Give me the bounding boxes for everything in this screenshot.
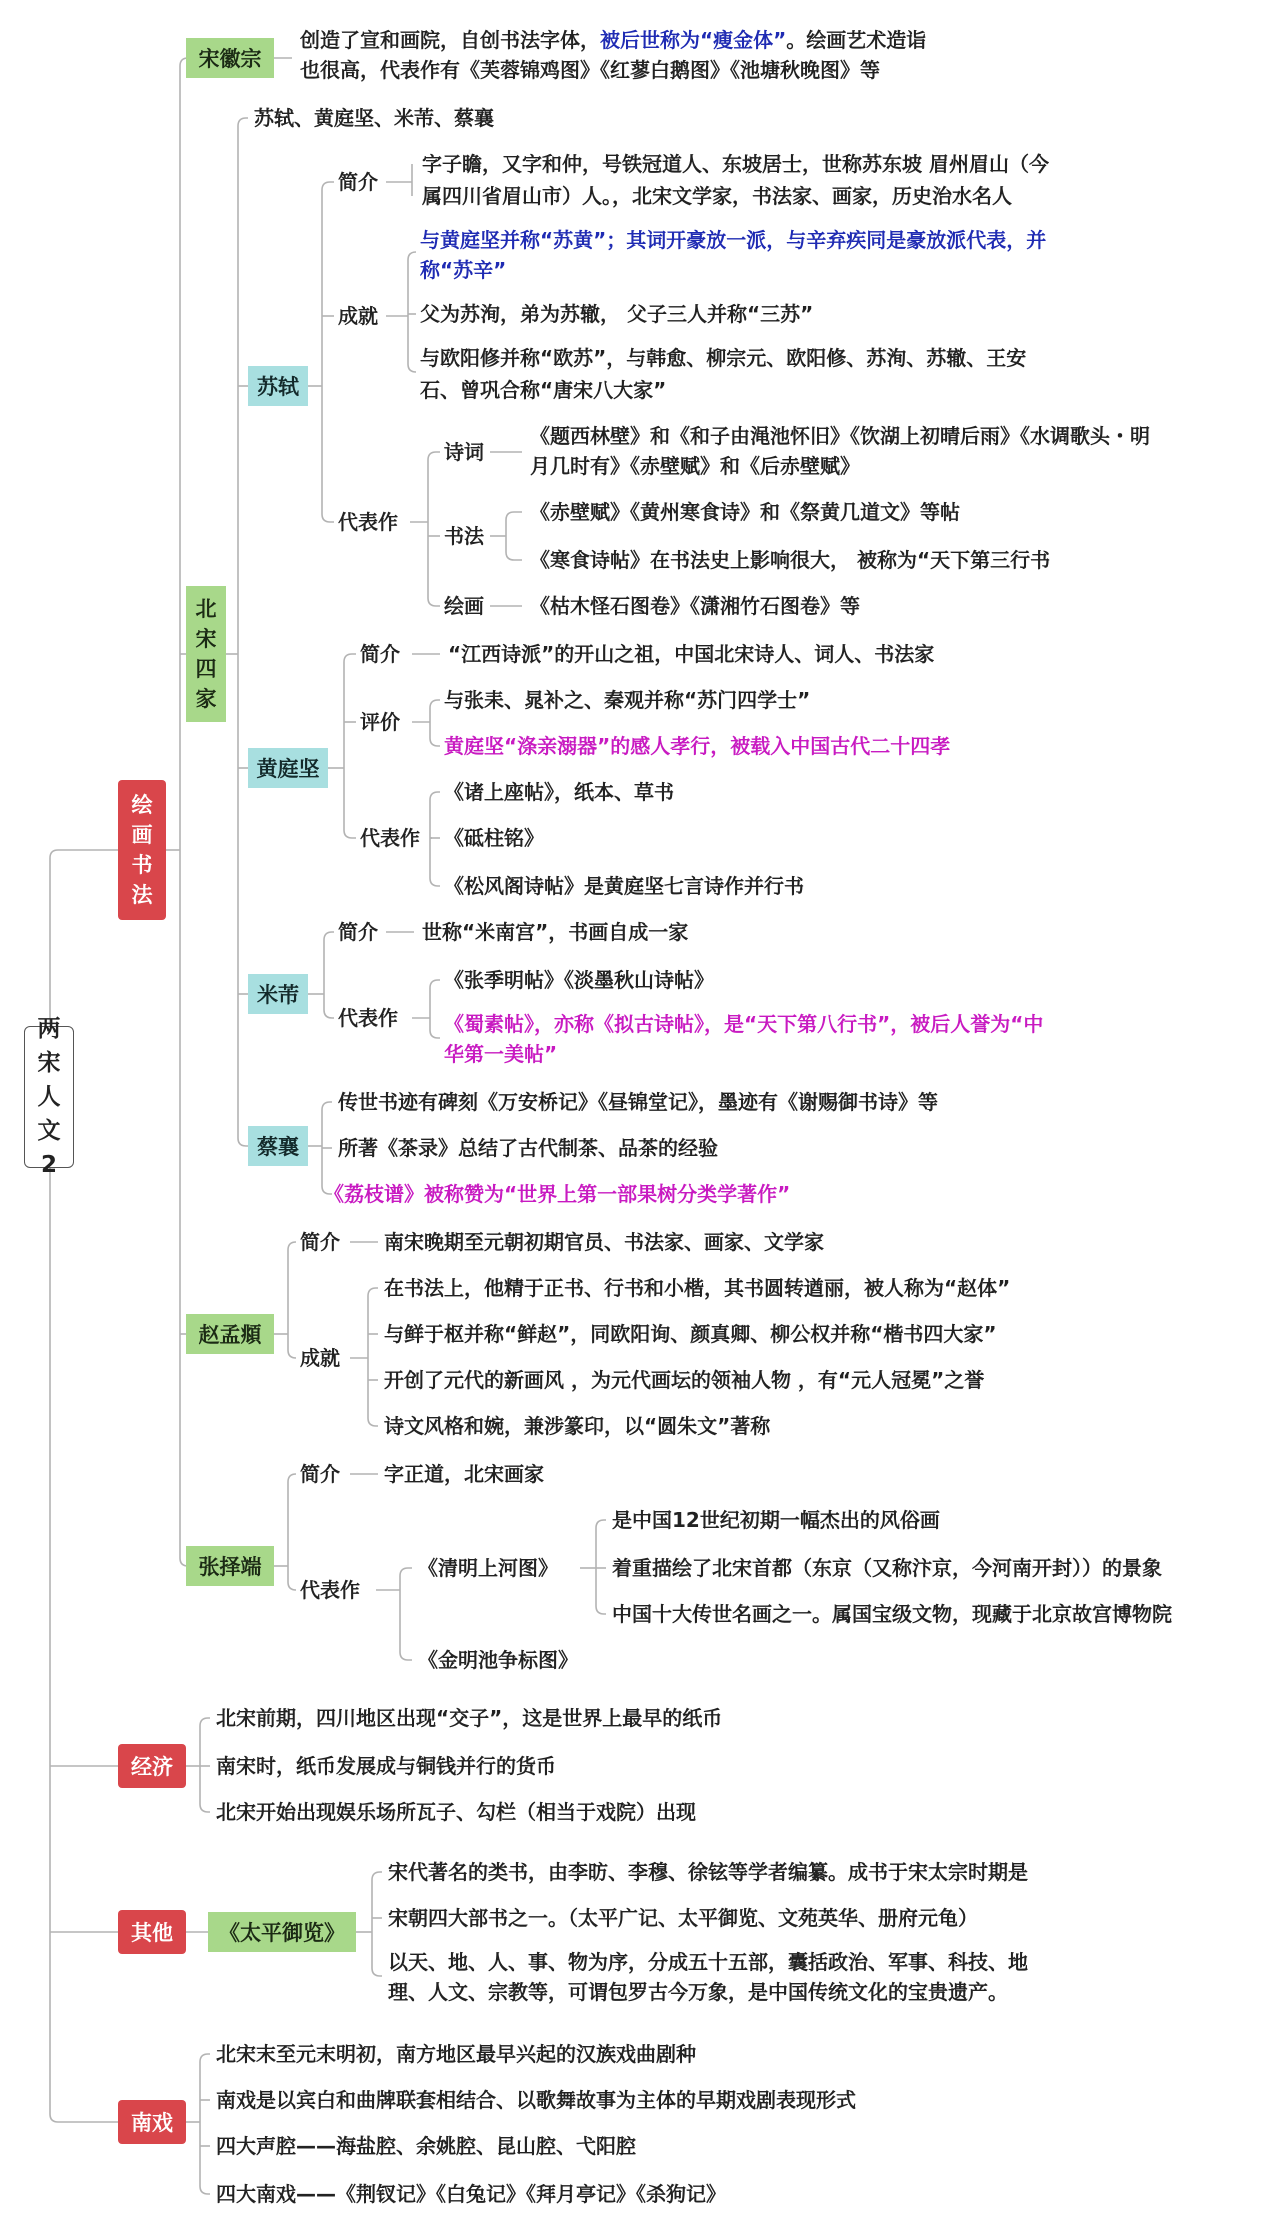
- node-huang-label: 黄庭坚: [256, 757, 320, 781]
- connector-line-61: [324, 1010, 334, 1018]
- node-beisong[interactable]: [186, 586, 226, 722]
- section-economy[interactable]: [118, 1744, 186, 1788]
- sushi-ach-1a: 与黄庭坚并称“苏黄”；其词开豪放一派，与辛弃疾同是豪放派代表，并: [420, 228, 1047, 252]
- section-art-label: 绘画书法: [131, 793, 153, 907]
- section-nanxi[interactable]: [118, 2100, 186, 2144]
- node-caixiang-label: 蔡襄: [257, 1135, 299, 1159]
- sushi-intro-label: 简介: [338, 170, 378, 194]
- node-taiping-label: 《太平御览》: [219, 1921, 345, 1945]
- connector-line-94: [596, 1520, 606, 1528]
- connector-line-113: [200, 2186, 210, 2194]
- connector-line-47: [344, 830, 356, 838]
- sushi-poem-2: 月几时有》《赤壁赋》和《后赤壁赋》: [530, 454, 860, 478]
- connector-line-105: [372, 1872, 382, 1880]
- sushi-paint-label: 绘画: [444, 594, 484, 618]
- sushi-ach-1b: 称“苏辛”: [420, 258, 507, 282]
- zhao-ach-1: 在书法上，他精于正书、行书和小楷，其书圆转遒丽，被人称为“赵体”: [384, 1276, 1011, 1300]
- nanxi-line-4: 四大南戏——《荆钗记》《白兔记》《拜月亭记》《杀狗记》: [216, 2182, 726, 2206]
- section-economy-label: 经济: [131, 1755, 173, 1779]
- zhao-intro-label: 简介: [300, 1230, 340, 1254]
- zhang-q-3: 中国十大传世名画之一。属国宝级文物，现藏于北京故宫博物院: [612, 1602, 1172, 1626]
- sushi-paint-1: 《枯木怪石图卷》《潇湘竹石图卷》等: [530, 594, 860, 618]
- huang-intro: “江西诗派”的开山之祖，中国北宋诗人、词人、书法家: [448, 642, 935, 666]
- huang-eval-1: 与张耒、晁补之、秦观并称“苏门四学士”: [444, 688, 811, 712]
- connector-line-57: [430, 878, 440, 886]
- huang-work-3: 《松风阁诗帖》是黄庭坚七言诗作并行书: [444, 874, 804, 898]
- connector-line-5: [50, 2114, 118, 2122]
- zhao-ach-4: 诗文风格和婉，兼涉篆印，以“圆朱文”著称: [384, 1414, 771, 1438]
- mifu-work-2a: 《蜀素帖》，亦称《拟古诗帖》，是“天下第八行书”，被后人誉为“中: [444, 1012, 1044, 1036]
- connector-line-86: [288, 1582, 296, 1590]
- zhang-intro-label: 简介: [300, 1462, 340, 1486]
- connector-line-45: [344, 654, 356, 662]
- nanxi-line-1: 北宋末至元末明初，南方地区最早兴起的汉族戏曲剧种: [216, 2042, 696, 2066]
- huizong-line1c: 。绘画艺术造诣: [786, 28, 927, 52]
- huizong-shoujinti: 被后世称为“瘦金体”: [600, 28, 787, 52]
- connector-line-55: [430, 792, 440, 800]
- caixiang-line-3: 《荔枝谱》被称赞为“世界上第一部果树分类学著作”: [324, 1182, 791, 1206]
- mifu-intro: 世称“米南宫”，书画自成一家: [422, 920, 689, 944]
- node-zhao[interactable]: [186, 1314, 274, 1354]
- zhang-intro: 字正道，北宋画家: [384, 1462, 544, 1486]
- node-taiping[interactable]: [208, 1912, 356, 1952]
- zhao-ach-2: 与鲜于枢并称“鲜赵”，同欧阳询、颜真卿、柳公权并称“楷书四大家”: [384, 1322, 997, 1346]
- sushi-poem-1: 《题西林壁》和《和子由渑池怀旧》《饮湖上初晴后雨》《水调歌头・明: [530, 424, 1150, 448]
- node-zhang-label: 张择端: [198, 1555, 262, 1579]
- huang-eval-label: 评价: [360, 710, 400, 734]
- connector-line-66: [430, 1030, 440, 1038]
- connector-line-69: [322, 1102, 332, 1110]
- huizong-line1a: 创造了宣和画院，自创书法字体，: [300, 28, 600, 52]
- node-huizong-label: 宋徽宗: [198, 47, 262, 71]
- connector-line-74: [288, 1242, 296, 1250]
- huang-works-label: 代表作: [360, 826, 420, 850]
- connector-line-51: [430, 700, 440, 708]
- node-mifu-label: 米芾: [257, 983, 299, 1007]
- connector-line-99: [200, 1718, 210, 1726]
- node-beisong-label: 北宋四家: [195, 597, 217, 711]
- node-caixiang[interactable]: [248, 1126, 308, 1166]
- sushi-ach-2: 父为苏洵，弟为苏辙， 父子三人并称“三苏”: [420, 302, 814, 326]
- section-art[interactable]: [118, 780, 166, 920]
- huizong-text-line1: [300, 26, 926, 54]
- node-huizong[interactable]: [186, 38, 274, 78]
- sushi-ach-3a: 与欧阳修并称“欧苏”，与韩愈、柳宗元、欧阳修、苏洵、苏辙、王安: [420, 346, 1027, 370]
- connector-line-107: [372, 1968, 382, 1976]
- zhang-q-2: 着重描绘了北宋首都（东京（又称汴京，今河南开封））的景象: [612, 1556, 1162, 1580]
- node-zhang[interactable]: [186, 1546, 274, 1586]
- zhao-ach-label: 成就: [300, 1346, 340, 1370]
- connector-line-110: [200, 2054, 210, 2062]
- nanxi-line-3: 四大声腔——海盐腔、余姚腔、昆山腔、弋阳腔: [216, 2134, 636, 2158]
- zhang-works-label: 代表作: [300, 1578, 360, 1602]
- zhao-intro: 南宋晚期至元朝初期官员、书法家、画家、文学家: [384, 1230, 824, 1254]
- mifu-works-label: 代表作: [338, 1006, 398, 1030]
- node-sushi-label: 苏轼: [257, 375, 299, 399]
- economy-line-2: 南宋时，纸币发展成与铜钱并行的货币: [216, 1754, 556, 1778]
- caixiang-line-2: 所著《茶录》总结了古代制茶、品茶的经验: [338, 1136, 718, 1160]
- mifu-work-2b: 华第一美帖”: [444, 1042, 558, 1066]
- node-zhao-label: 赵孟頫: [198, 1323, 262, 1347]
- connector-line-96: [596, 1606, 606, 1614]
- connector-line-42: [506, 552, 522, 560]
- connector-line-19: [238, 1138, 248, 1146]
- connector-line-15: [238, 118, 248, 126]
- connector-line-31: [408, 364, 416, 372]
- connector-line-60: [324, 932, 334, 940]
- connector-line-34: [428, 452, 440, 460]
- connector-line-91: [400, 1652, 412, 1660]
- sushi-poem-label: 诗词: [444, 440, 484, 464]
- node-mifu[interactable]: [248, 974, 308, 1014]
- economy-line-3: 北宋开始出现娱乐场所瓦子、勾栏（相当于戏院）出现: [216, 1800, 696, 1824]
- connector-line-22: [322, 182, 334, 190]
- beisong-names: 苏轼、黄庭坚、米芾、蔡襄: [254, 106, 494, 130]
- huang-work-1: 《诸上座帖》，纸本、草书: [444, 780, 674, 804]
- mifu-intro-label: 简介: [338, 920, 378, 944]
- sushi-intro-2: 属四川省眉山市）人。，北宋文学家，书法家、画家，历史治水名人: [422, 184, 1012, 208]
- huang-intro-label: 简介: [360, 642, 400, 666]
- taiping-line-3b: 理、人文、宗教等，可谓包罗古今万象，是中国传统文化的宝贵遗产。: [388, 1980, 1008, 2004]
- connector-line-24: [322, 514, 334, 522]
- connector-line-75: [288, 1350, 296, 1358]
- huang-eval-2: 黄庭坚“涤亲溺器”的感人孝行，被载入中国古代二十四孝: [444, 734, 951, 758]
- root-node[interactable]: [24, 1016, 74, 1178]
- zhang-q-1: 是中国12世纪初期一幅杰出的风俗画: [612, 1508, 940, 1532]
- taiping-line-1: 宋代著名的类书，由李昉、李穆、徐铉等学者编纂。成书于宋太宗时期是: [388, 1860, 1028, 1884]
- connector-line-101: [200, 1804, 210, 1812]
- taiping-line-2: 宋朝四大部书之一。（太平广记、太平御览、文苑英华、册府元龟）: [388, 1906, 978, 1930]
- connector-line-65: [430, 980, 440, 988]
- sushi-works-label: 代表作: [338, 510, 398, 534]
- huang-work-2: 《砥柱铭》: [444, 826, 544, 850]
- zhang-jinming: 《金明池争标图》: [418, 1648, 578, 1672]
- zhao-ach-3: 开创了元代的新画风 ，为元代画坛的领袖人物 ，有“元人冠冕”之誉: [384, 1368, 985, 1392]
- sushi-intro-1: 字子瞻，又字和仲，号铁冠道人、东坡居士，世称苏东坡 眉州眉山（今: [422, 152, 1049, 176]
- connector-line-36: [428, 598, 440, 606]
- connector-line-85: [288, 1474, 296, 1482]
- section-nanxi-label: 南戏: [131, 2111, 173, 2135]
- caixiang-line-1: 传世书迹有碑刻《万安桥记》《昼锦堂记》，墨迹有《谢赐御书诗》等: [338, 1090, 938, 1114]
- section-other-label: 其他: [131, 1921, 173, 1945]
- connector-line-79: [368, 1288, 378, 1296]
- mifu-work-1: 《张季明帖》《淡墨秋山诗帖》: [444, 968, 714, 992]
- connector-line-82: [368, 1418, 378, 1426]
- connector-line-41: [506, 512, 522, 520]
- nanxi-line-2: 南戏是以宾白和曲牌联套相结合、以歌舞故事为主体的早期戏剧表现形式: [216, 2088, 856, 2112]
- connector-line-90: [400, 1568, 412, 1576]
- section-other[interactable]: [118, 1910, 186, 1954]
- node-huang[interactable]: [248, 748, 328, 788]
- huizong-text-line2: 也很高，代表作有《芙蓉锦鸡图》《红蓼白鹅图》《池塘秋晚图》等: [300, 58, 880, 82]
- root-label: 两宋人文2: [37, 1016, 61, 1178]
- sushi-ach-3b: 石、曾巩合称“唐宋八大家”: [420, 378, 667, 402]
- connector-line-29: [408, 252, 416, 260]
- sushi-calli-label: 书法: [444, 524, 484, 548]
- connector-line-52: [430, 738, 440, 746]
- zhang-qingming: 《清明上河图》: [418, 1556, 558, 1580]
- sushi-calli-2: 《寒食诗帖》在书法史上影响很大， 被称为“天下第三行书: [530, 548, 1051, 572]
- sushi-calli-1: 《赤壁赋》《黄州寒食诗》和《祭黄几道文》等帖: [530, 500, 960, 524]
- taiping-line-3a: 以天、地、人、事、物为序，分成五十五部，囊括政治、军事、科技、地: [388, 1950, 1028, 1974]
- sushi-ach-label: 成就: [338, 304, 378, 328]
- node-sushi[interactable]: [248, 366, 308, 406]
- connector-line-2: [50, 850, 118, 858]
- economy-line-1: 北宋前期，四川地区出现“交子”，这是世界上最早的纸币: [216, 1706, 723, 1730]
